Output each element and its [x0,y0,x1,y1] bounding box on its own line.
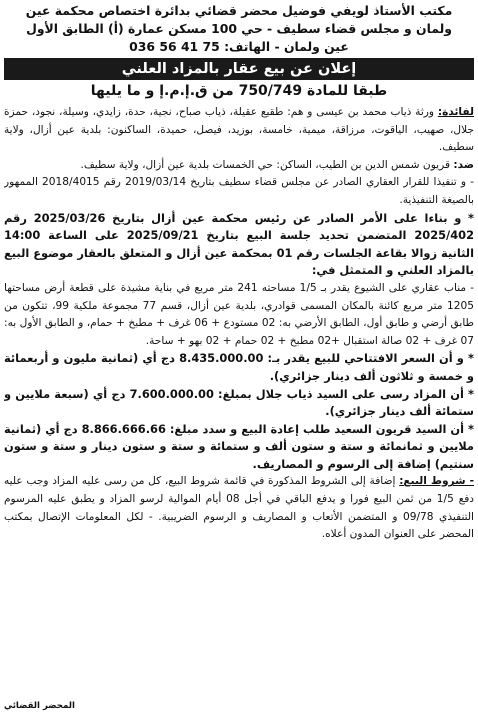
court-order-paragraph: * و بناءا على الأمر الصادر عن رئيس محكمة عين أزال بتاريخ 2025/03/26 رقم 2025/402 المتضمن تحديد جلسة البيع بتاريخ 2025/09/21 على الساعة 14:00 الثانية زوالا بقاعة الجلسات رقم 01 بمحكمة عين أزال و المتعلق بالعقار موضوع البيع بالمزاد العلني و المتمثل في: [4,210,474,278]
beneficiaries-text: ورثة ذياب محمد بن عيسى و هم: طقيع عقيلة، ذياب صباح، نجية، حدة، زايدي، وسيلة، نجود، حمزة جلال، صهيب، الياقوت، مرزاقة، ميمية، خامسة، بوزيد، فيصل، حميدة، الساكنون: بلدية عين أزال، ولاية سطيف. [4,106,474,154]
announcement-subtitle: طبقا للمادة 750/749 من ق.إ.م.إ و ما يليها [90,83,388,99]
bailiff-signature: المحضر القضائي [4,701,75,711]
against-text: قريون شمس الدين بن الطيب، الساكن: حي الخمسات بلدية عين أزال، ولاية سطيف. [80,158,454,171]
auction-awarded-paragraph: * أن المزاد رسى على السيد ذياب جلال بمبلغ: 7.600.000.00 دج أي (سبعة ملايين و ستمائة ألف دينار جزائري). [4,386,474,419]
announcement-page [4,2,474,712]
office-header-line-3: عين ولمان - الهاتف: 75 41 56 036 [129,39,349,54]
against-paragraph [4,157,474,175]
announcement-title-banner: إعلان عن بيع عقار بالمزاد العلني [4,58,474,80]
sale-conditions-text: إضافة إلى الشروط المذكورة في قائمة شروط البيع، كل من رسى عليه المزاد وجب عليه دفع 1/5 من ثمن البيع فورا و يدفع الباقي في أجل 08 أيام الموالية لرسو المزاد و يطبق عليه المرسوم التنفيذي 09/78 و المتضمن الأتعاب و المصاريف و الرسوم الضريبية. - لكل المعلومات الإتصال بمكتب المحضر على العنوان المدون أعلاه. [4,475,474,541]
execution-paragraph: - و تنفيذا للقرار العقاري الصادر عن مجلس قضاء سطيف بتاريخ 2019/03/14 رقم 2018/4015 الممهور بالصيغة التنفيذية. [4,176,474,206]
office-header-line-1: مكتب الأستاذ لويفي فوضيل محضر قضائي بدائرة اختصاص محكمة عين [25,3,453,18]
office-header [4,2,474,56]
office-header-line-2: ولمان و مجلس قضاء سطيف - حي 100 مسكن عمارة (أ) الطابق الأول [26,21,452,36]
beneficiaries-label: لفائدة: [437,106,474,118]
announcement-body [4,104,474,544]
beneficiaries-paragraph [4,104,474,157]
opening-price-paragraph: * و أن السعر الافتتاحي للبيع يقدر بـ: 8.435.000.00 دج أي (ثمانية مليون و أربعمائة و خمسة و ثلاثون ألف دينار جزائري). [4,351,474,383]
against-label: ضد: [453,158,474,171]
sale-conditions-label: - شروط البيع: [399,475,474,488]
resale-request-paragraph: * أن السيد قريون السعيد طلب إعادة البيع و سدد مبلغ: 8.866.666.66 دج أي (ثمانية ملايين و ثمانمائة و ستة و ستون ألف و ستمائة و ستة و ستون دينار و ستة و ستون سنتيم) إضافة إلى الرسوم و المصاريف. [4,421,474,471]
sale-conditions-paragraph [4,473,474,543]
property-share-paragraph: - مناب عقاري على الشيوع يقدر بـ 1/5 مساحته 241 متر مربع في بناية مشيدة على قطعة أرض مساحتها 1205 متر مربع كائنة بالمكان المسمى قوادري، بلدية عين أزال، قسم 77 مجموعة ملكية 99، تتكون من طابق أرضي و طابق أول، الطابق الأرضي به: 02 مستودع + 06 غرف + مطبخ + حمام، و الطابق الأول به: 07 غرف + 02 صالة استقبال +02 مطبخ + 02 حمام + 02 بهو + ساحة. [4,281,474,347]
